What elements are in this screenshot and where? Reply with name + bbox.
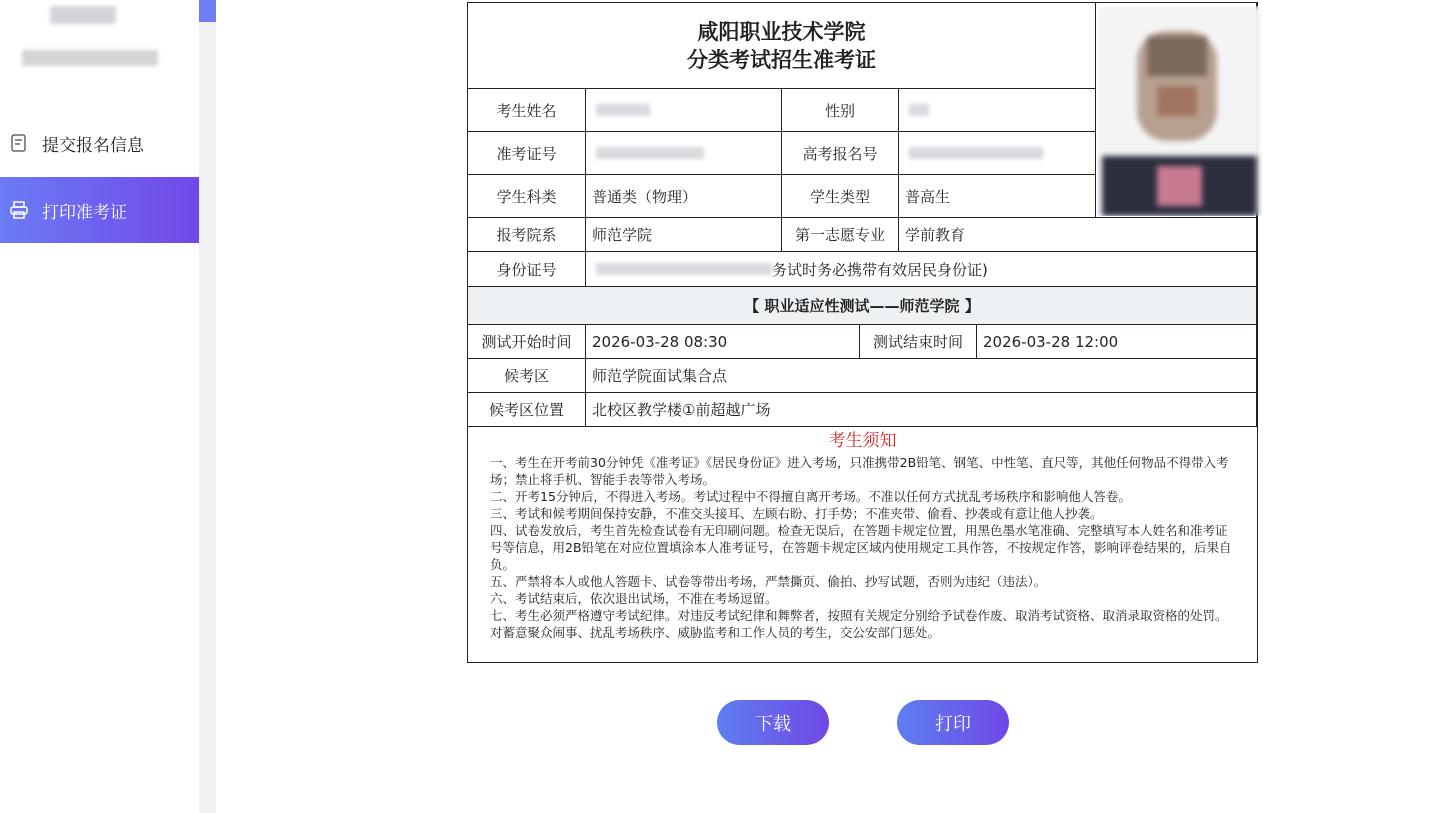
name-label: 考生姓名 [468, 89, 586, 132]
sidebar-item-label: 提交报名信息 [42, 135, 144, 156]
sidebar-item-submit-registration[interactable] [0, 110, 199, 176]
student-photo [1097, 6, 1262, 216]
gaokao-no-value [899, 132, 1096, 175]
gaokao-no-label: 高考报名号 [782, 132, 899, 175]
gender-value [899, 89, 1096, 132]
gender-label: 性别 [782, 89, 899, 132]
id-card-label: 身份证号 [468, 252, 586, 287]
major-value: 学前教育 [899, 218, 1257, 252]
school-name: 咸阳职业技术学院 [697, 19, 866, 44]
ticket-heading: 分类考试招生准考证 [687, 47, 876, 72]
user-info-blurred [22, 50, 158, 66]
student-type-label: 学生类型 [782, 175, 899, 218]
waiting-area-value: 师范学院面试集合点 [586, 359, 1257, 393]
notice-item: 七、考生必须严格遵守考试纪律。对违反考试纪律和舞弊者，按照有关规定分别给予试卷作废、取消考试资格、取消录取资格的处罚。对蓄意聚众闹事、扰乱考场秩序、威胁监考和工作人员的考生，交公安部门惩处。 [490, 608, 1228, 640]
ticket-title [468, 3, 1096, 89]
waiting-area-label: 候考区 [468, 359, 586, 393]
printer-icon [8, 199, 30, 221]
sidebar-item-label: 打印准考证 [42, 202, 127, 223]
sidebar-item-print-ticket[interactable] [0, 177, 199, 243]
notice-item: 三、考试和候考期间保持安静，不准交头接耳、左顾右盼、打手势；不准夹带、偷看、抄袭或有意让他人抄袭。 [490, 506, 1103, 521]
student-type-value: 普高生 [899, 175, 1096, 218]
id-card-note: 务试时务必携带有效居民身份证) [772, 260, 988, 279]
notice-item: 五、严禁将本人或他人答题卡、试卷等带出考场，严禁撕页、偷拍、抄写试题，否则为违纪（违法）。 [490, 574, 1047, 589]
document-icon [8, 132, 30, 154]
notice-item: 四、试卷发放后，考生首先检查试卷有无印刷问题。检查无误后，在答题卡规定位置，用黑色墨水笔准确、完整填写本人姓名和准考证号等信息，用2B铅笔在对应位置填涂本人准考证号，在答题卡规定区域内使用规定工具作答，不按规定作答，影响评卷结果的，后果自负。 [490, 523, 1232, 572]
scrollbar-thumb[interactable] [199, 0, 216, 22]
waiting-location-value: 北校区教学楼①前超越广场 [586, 393, 1257, 427]
major-label: 第一志愿专业 [782, 218, 899, 252]
start-time-value: 2026-03-28 08:30 [586, 325, 860, 359]
ticket-no-label: 准考证号 [468, 132, 586, 175]
id-card-value [586, 252, 1257, 287]
notice-title: 考生须知 [828, 431, 897, 451]
print-button[interactable]: 打印 [897, 700, 1009, 745]
end-time-label: 测试结束时间 [860, 325, 977, 359]
notice-item: 六、考试结束后，依次退出试场，不准在考场逗留。 [490, 591, 778, 606]
subject-value: 普通类（物理） [586, 175, 782, 218]
department-value: 师范学院 [586, 218, 782, 252]
download-button[interactable]: 下载 [717, 700, 829, 745]
name-value [586, 89, 782, 132]
subject-label: 学生科类 [468, 175, 586, 218]
notice-item: 一、考生在开考前30分钟凭《准考证》《居民身份证》进入考场，只准携带2B铅笔、钢笔、中性笔、直尺等，其他任何物品不得带入考场；禁止将手机、智能手表等带入考场。 [490, 455, 1229, 487]
exam-notice [468, 427, 1257, 641]
start-time-label: 测试开始时间 [468, 325, 586, 359]
department-label: 报考院系 [468, 218, 586, 252]
user-name-blurred [50, 6, 116, 24]
exam-section-title: 【 职业适应性测试——师范学院 】 [468, 287, 1257, 325]
ticket-no-value [586, 132, 782, 175]
waiting-location-label: 候考区位置 [468, 393, 586, 427]
sidebar [0, 0, 199, 813]
scrollbar-track[interactable] [199, 0, 216, 813]
end-time-value: 2026-03-28 12:00 [977, 325, 1257, 359]
notice-item: 二、开考15分钟后，不得进入考场。考试过程中不得擅自离开考场。不准以任何方式扰乱考场秩序和影响他人答卷。 [490, 489, 1131, 504]
